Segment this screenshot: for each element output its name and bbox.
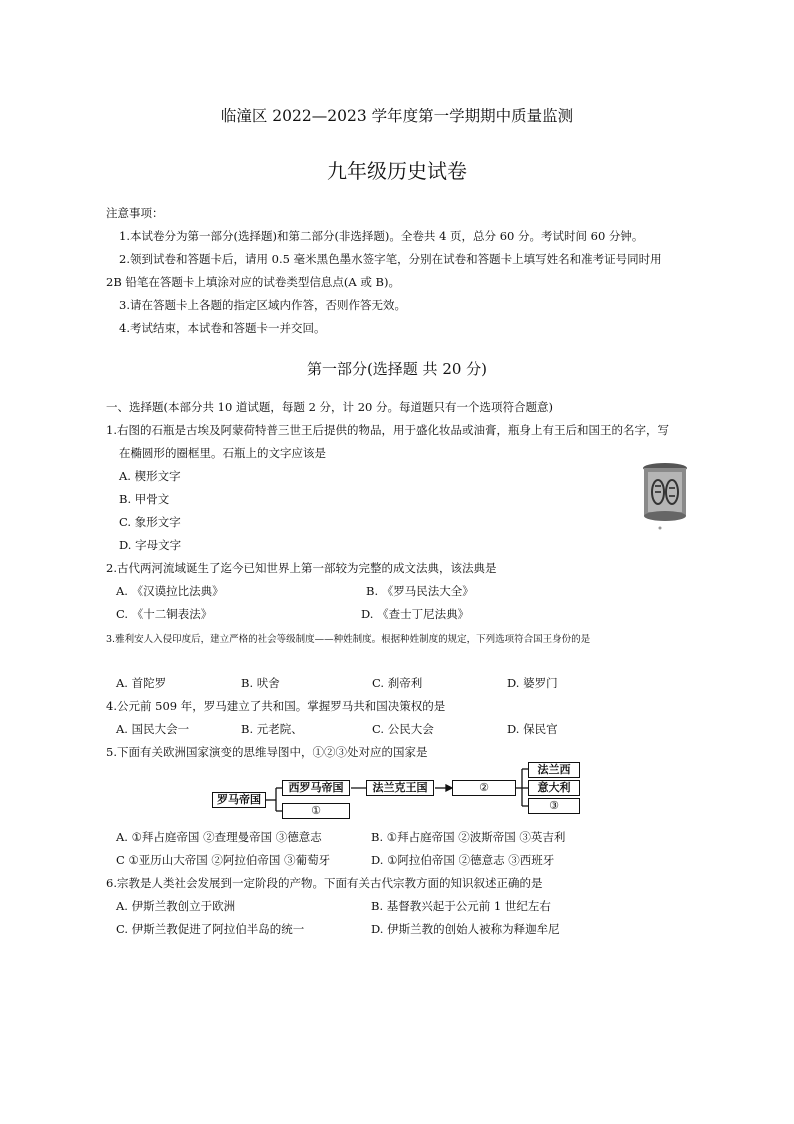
exam-subject-title: 九年级历史试卷 bbox=[327, 159, 467, 183]
q1-stem-line1: 1.右图的石瓶是古埃及阿蒙荷特普三世王后提供的物品，用于盛化妆品或油膏，瓶身上有王后和国王的名字，写 bbox=[106, 423, 669, 437]
q5-option-c: C ①亚历山大帝国 ②阿拉伯帝国 ③葡萄牙 bbox=[116, 853, 331, 867]
q4-stem: 4.公元前 509 年，罗马建立了共和国。掌握罗马共和国决策权的是 bbox=[106, 699, 446, 713]
q3-option-a: A. 首陀罗 bbox=[116, 676, 167, 690]
q5-node-blank-2: ② bbox=[452, 780, 516, 796]
q4-option-a: A. 国民大会一 bbox=[116, 722, 190, 736]
q1-option-a: A. 楔形文字 bbox=[119, 469, 181, 483]
notice-item-4: 4.考试结束，本试卷和答题卡一并交回。 bbox=[119, 321, 326, 335]
q5-node-blank-1: ① bbox=[282, 803, 350, 819]
q2-option-a: A. 《汉谟拉比法典》 bbox=[116, 584, 224, 598]
q5-node-italy: 意大利 bbox=[528, 780, 580, 796]
notice-item-3: 3.请在答题卡上各题的指定区域内作答，否则作答无效。 bbox=[119, 298, 406, 312]
q1-option-c: C. 象形文字 bbox=[119, 515, 181, 529]
q5-node-france: 法兰西 bbox=[528, 762, 580, 778]
section-heading: 一、选择题(本部分共 10 道试题，每题 2 分，计 20 分。每道题只有一个选项符合题意) bbox=[106, 400, 553, 414]
q5-option-a: A. ①拜占庭帝国 ②查理曼帝国 ③德意志 bbox=[116, 830, 322, 844]
q5-node-blank-3: ③ bbox=[528, 798, 580, 814]
notice-item-1: 1.本试卷分为第一部分(选择题)和第二部分(非选择题)。全卷共 4 页，总分 60 分。考试时间 60 分钟。 bbox=[119, 229, 644, 243]
q3-option-b: B. 吠舍 bbox=[241, 676, 280, 690]
q6-option-d: D. 伊斯兰教的创始人被称为释迦牟尼 bbox=[371, 922, 560, 936]
notice-heading: 注意事项： bbox=[106, 206, 164, 220]
q2-option-b: B. 《罗马民法大全》 bbox=[366, 584, 474, 598]
q5-node-roman-empire: 罗马帝国 bbox=[212, 792, 266, 808]
q3-stem: 3.雅利安人入侵印度后，建立严格的社会等级制度——种姓制度。根据种姓制度的规定，下列选项符合国王身份的是 bbox=[106, 634, 591, 645]
q1-stem-line2: 在椭圆形的圈框里。石瓶上的文字应该是 bbox=[119, 446, 326, 460]
q6-option-b: B. 基督教兴起于公元前 1 世纪左右 bbox=[371, 899, 551, 913]
q6-option-a: A. 伊斯兰教创立于欧洲 bbox=[116, 899, 236, 913]
q3-option-c: C. 刹帝利 bbox=[372, 676, 423, 690]
stone-vase-image bbox=[640, 462, 690, 532]
q6-option-c: C. 伊斯兰教促进了阿拉伯半岛的统一 bbox=[116, 922, 305, 936]
q4-option-d: D. 保民官 bbox=[507, 722, 558, 736]
q5-node-western-roman-empire: 西罗马帝国 bbox=[282, 780, 350, 796]
q2-stem: 2.古代两河流域诞生了迄今已知世界上第一部较为完整的成文法典，该法典是 bbox=[106, 561, 497, 575]
q1-option-d: D. 字母文字 bbox=[119, 538, 182, 552]
q5-stem: 5.下面有关欧洲国家演变的思维导图中，①②③处对应的国家是 bbox=[106, 745, 428, 759]
q3-option-d: D. 婆罗门 bbox=[507, 676, 558, 690]
q5-node-frankish-kingdom: 法兰克王国 bbox=[366, 780, 434, 796]
q5-option-b: B. ①拜占庭帝国 ②波斯帝国 ③英吉利 bbox=[371, 830, 566, 844]
q5-option-d: D. ①阿拉伯帝国 ②德意志 ③西班牙 bbox=[371, 853, 555, 867]
q1-option-b: B. 甲骨文 bbox=[119, 492, 170, 506]
q6-stem: 6.宗教是人类社会发展到一定阶段的产物。下面有关古代宗教方面的知识叙述正确的是 bbox=[106, 876, 543, 890]
notice-item-2-cont: 2B 铅笔在答题卡上填涂对应的试卷类型信息点(A 或 B)。 bbox=[106, 275, 400, 289]
q4-option-c: C. 公民大会 bbox=[372, 722, 434, 736]
exam-header-title: 临潼区 2022—2023 学年度第一学期期中质量监测 bbox=[220, 107, 574, 125]
q2-option-c: C. 《十二铜表法》 bbox=[116, 607, 213, 621]
q4-option-b: B. 元老院、 bbox=[241, 722, 303, 736]
part1-title: 第一部分(选择题 共 20 分) bbox=[306, 360, 488, 378]
q2-option-d: D. 《查士丁尼法典》 bbox=[361, 607, 470, 621]
notice-item-2: 2.领到试卷和答题卡后，请用 0.5 毫米黑色墨水签字笔，分别在试卷和答题卡上填写姓名和准考证号同时用 bbox=[119, 252, 662, 266]
